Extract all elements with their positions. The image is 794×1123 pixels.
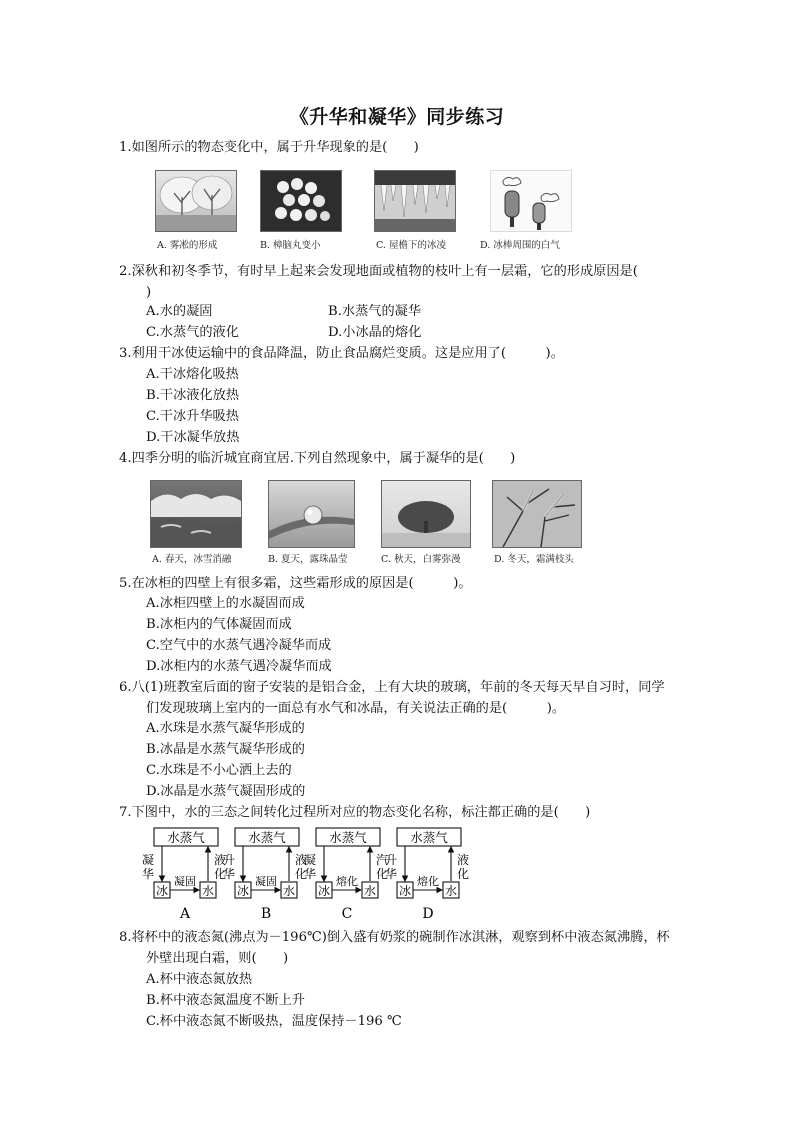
right-label-bottom: 化 xyxy=(295,867,308,881)
right-label-bottom: 化 xyxy=(376,867,389,881)
q1-caption-b: B. 樟脑丸变小 xyxy=(260,240,321,251)
ice-label: 冰 xyxy=(155,884,169,898)
vapor-label: 水蒸气 xyxy=(410,830,448,845)
left-label-bottom: 华 xyxy=(303,867,317,881)
q6-option-c: C.水珠是不小心洒上去的 xyxy=(146,763,292,778)
vapor-label: 水蒸气 xyxy=(329,830,367,845)
mothball-image xyxy=(260,170,342,232)
bottom-label: 凝固 xyxy=(174,875,196,888)
water-label: 水 xyxy=(444,884,458,898)
rime-tree-image xyxy=(155,170,237,232)
diagram-letter: C xyxy=(341,906,353,922)
q6-option-b: B.冰晶是水蒸气凝华形成的 xyxy=(146,742,305,757)
diagram-a xyxy=(142,828,226,922)
q3-option-d: D.干冰凝华放热 xyxy=(146,430,240,445)
right-label-top: 液 xyxy=(295,853,308,867)
icicles-image xyxy=(374,170,456,232)
left-label-bottom: 华 xyxy=(384,867,398,881)
right-label-bottom: 化 xyxy=(457,867,470,881)
right-label-top: 液 xyxy=(457,853,470,867)
question-8-stem-line2: 外壁出现白霜，则( ) xyxy=(146,951,289,966)
question-1-stem: 1.如图所示的物态变化中，属于升华现象的是( ) xyxy=(119,140,419,155)
diagram-letter: A xyxy=(179,906,191,922)
left-label-bottom: 华 xyxy=(141,867,155,881)
q2-option-a: A.水的凝固 xyxy=(146,304,213,319)
question-3-stem: 3.利用干冰使运输中的食品降温，防止食品腐烂变质。这是应用了( )。 xyxy=(119,346,564,361)
diagram-letter: B xyxy=(260,906,272,922)
left-label-top: 凝 xyxy=(141,853,155,867)
melting-snow-image xyxy=(150,480,242,548)
fog-image xyxy=(381,480,471,548)
q1-caption-c: C. 屋檐下的冰凌 xyxy=(376,240,446,251)
ice-label: 冰 xyxy=(317,884,331,898)
water-label: 水 xyxy=(282,884,296,898)
right-label-top: 液 xyxy=(214,853,227,867)
q2-option-c: C.水蒸气的液化 xyxy=(146,325,239,340)
ice-label: 冰 xyxy=(398,884,412,898)
q1-caption-a: A. 雾凇的形成 xyxy=(157,240,218,251)
ice-label: 冰 xyxy=(236,884,250,898)
q3-option-c: C.干冰升华吸热 xyxy=(146,409,239,424)
q5-option-b: B.冰柜内的气体凝固而成 xyxy=(146,617,292,632)
question-5-stem: 5.在冰柜的四壁上有很多霜，这些霜形成的原因是( )。 xyxy=(119,576,472,591)
question-8-stem-line1: 8.将杯中的液态氮(沸点为－196℃)倒入盛有奶浆的碗制作冰淇淋，观察到杯中液态氮沸腾，杯 xyxy=(119,930,670,945)
bottom-label: 熔化 xyxy=(417,875,439,888)
state-change-diagrams xyxy=(140,826,470,922)
question-4-stem: 4.四季分明的临沂城宜商宜居.下列自然现象中，属于凝华的是( ) xyxy=(119,451,516,466)
q6-option-a: A.水珠是水蒸气凝华形成的 xyxy=(146,721,305,736)
q4-caption-a: A. 春天，冰雪消融 xyxy=(152,554,232,565)
q5-option-c: C.空气中的水蒸气遇冷凝华而成 xyxy=(146,638,332,653)
water-label: 水 xyxy=(201,884,215,898)
diagram-b xyxy=(223,828,307,922)
q8-option-b: B.杯中液态氮温度不断上升 xyxy=(146,993,305,1008)
right-label-bottom: 化 xyxy=(214,867,227,881)
bottom-label: 熔化 xyxy=(336,875,358,888)
diagram-c xyxy=(304,828,388,922)
vapor-label: 水蒸气 xyxy=(248,830,286,845)
q8-option-c: C.杯中液态氮不断吸热，温度保持－196 ℃ xyxy=(146,1014,402,1029)
q8-option-a: A.杯中液态氮放热 xyxy=(146,972,253,987)
diagram-letter: D xyxy=(422,906,434,922)
question-6-stem-line2: 们发现玻璃上室内的一面总有水气和冰晶，有关说法正确的是( )。 xyxy=(146,701,566,716)
q3-option-b: B.干冰液化放热 xyxy=(146,388,240,403)
water-label: 水 xyxy=(363,884,377,898)
q3-option-a: A.干冰熔化吸热 xyxy=(146,367,239,382)
q2-option-b: B.水蒸气的凝华 xyxy=(328,304,422,319)
q4-caption-c: C. 秋天，白雾弥漫 xyxy=(381,554,461,565)
bottom-label: 凝固 xyxy=(255,875,277,888)
q2-option-d: D.小冰晶的熔化 xyxy=(328,325,422,340)
left-label-top: 凝 xyxy=(303,853,317,867)
left-label-top: 升 xyxy=(384,853,398,867)
vapor-label: 水蒸气 xyxy=(167,830,205,845)
dewdrop-image xyxy=(268,480,355,548)
page-title: 《升华和凝华》同步练习 xyxy=(289,106,505,128)
left-label-bottom: 华 xyxy=(222,867,236,881)
q4-caption-d: D. 冬天，霜满枝头 xyxy=(494,554,574,565)
q5-option-a: A.冰柜四壁上的水凝固而成 xyxy=(146,596,305,611)
q4-caption-b: B. 夏天，露珠晶莹 xyxy=(268,554,348,565)
question-6-stem-line1: 6.八(1)班教室后面的窗子安装的是铝合金，上有大块的玻璃，年前的冬天每天早自习时，同学 xyxy=(119,680,665,695)
question-2-stem-line1: 2.深秋和初冬季节，有时早上起来会发现地面或植物的枝叶上有一层霜，它的形成原因是( xyxy=(119,264,638,279)
left-label-top: 升 xyxy=(222,853,236,867)
diagram-d xyxy=(385,828,469,922)
q6-option-d: D.冰晶是水蒸气凝固形成的 xyxy=(146,784,306,799)
q1-caption-d: D. 冰棒周围的白气 xyxy=(480,240,560,251)
question-2-stem-line2: ) xyxy=(146,285,152,300)
question-7-stem: 7.下图中，水的三态之间转化过程所对应的物态变化名称，标注都正确的是( ) xyxy=(119,805,591,820)
right-label-top: 汽 xyxy=(376,853,389,867)
q5-option-d: D.冰柜内的水蒸气遇冷凝华而成 xyxy=(146,659,332,674)
popsicle-image xyxy=(490,170,572,232)
frost-branch-image xyxy=(492,480,582,548)
